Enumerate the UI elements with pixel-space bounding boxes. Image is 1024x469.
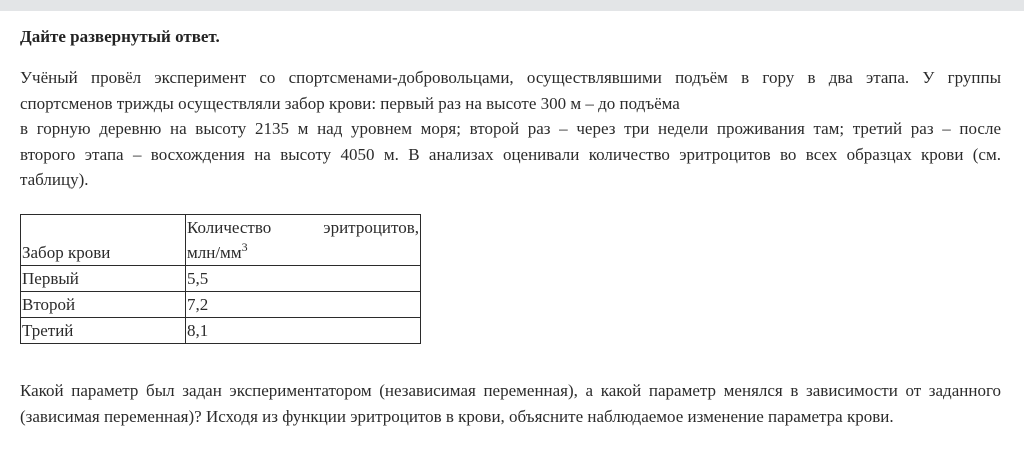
table-row — [21, 318, 421, 344]
row-label: Первый — [21, 266, 186, 292]
row-value: 5,5 — [186, 266, 421, 292]
task-content — [20, 26, 1001, 426]
row-value: 7,2 — [186, 292, 421, 318]
header-sampling: Забор крови — [21, 215, 186, 266]
task-heading: Дайте развернутый ответ. — [20, 27, 220, 46]
unit-superscript: 3 — [241, 240, 248, 254]
header-erythrocytes — [186, 215, 421, 266]
header-erythrocytes-line1: Количество эритроцитов, — [187, 218, 419, 237]
top-bar — [0, 0, 1024, 11]
unit-text: млн/мм — [187, 243, 242, 262]
table-row — [21, 266, 421, 292]
row-label: Второй — [21, 292, 186, 318]
table-header-row — [21, 215, 421, 266]
intro-line: Учёный провёл эксперимент со спортсменами-добровольцами, осуществлявшими подъём в гору в два этапа. У группы — [20, 68, 1001, 87]
row-label: Третий — [21, 318, 186, 344]
row-value: 8,1 — [186, 318, 421, 344]
intro-line: спортсменов трижды осуществляли забор крови: первый раз на высоте 300 м – до подъёма — [20, 93, 680, 113]
intro-paragraph — [20, 65, 1001, 193]
intro-line: второго этапа – восхождения на высоту 4050 м. В анализах оценивали количество эритроцитов во всех образцах крови (см. — [20, 144, 1001, 164]
table-row — [21, 292, 421, 318]
intro-line: таблицу). — [20, 170, 89, 189]
question-paragraph: Какой параметр был задан экспериментатором (независимая переменная), а какой параметр менялся в зависимости от заданного (зависимая переменная)? Исходя из функции эритроцитов в крови, объясните наблюдаемое изменение параметра крови. — [20, 381, 1001, 426]
intro-line: в горную деревню на высоту 2135 м над уровнем моря; второй раз – через три недели проживания там; третий раз – после — [20, 119, 1001, 138]
header-erythrocytes-unit — [187, 240, 419, 265]
blood-sample-table — [20, 214, 421, 344]
